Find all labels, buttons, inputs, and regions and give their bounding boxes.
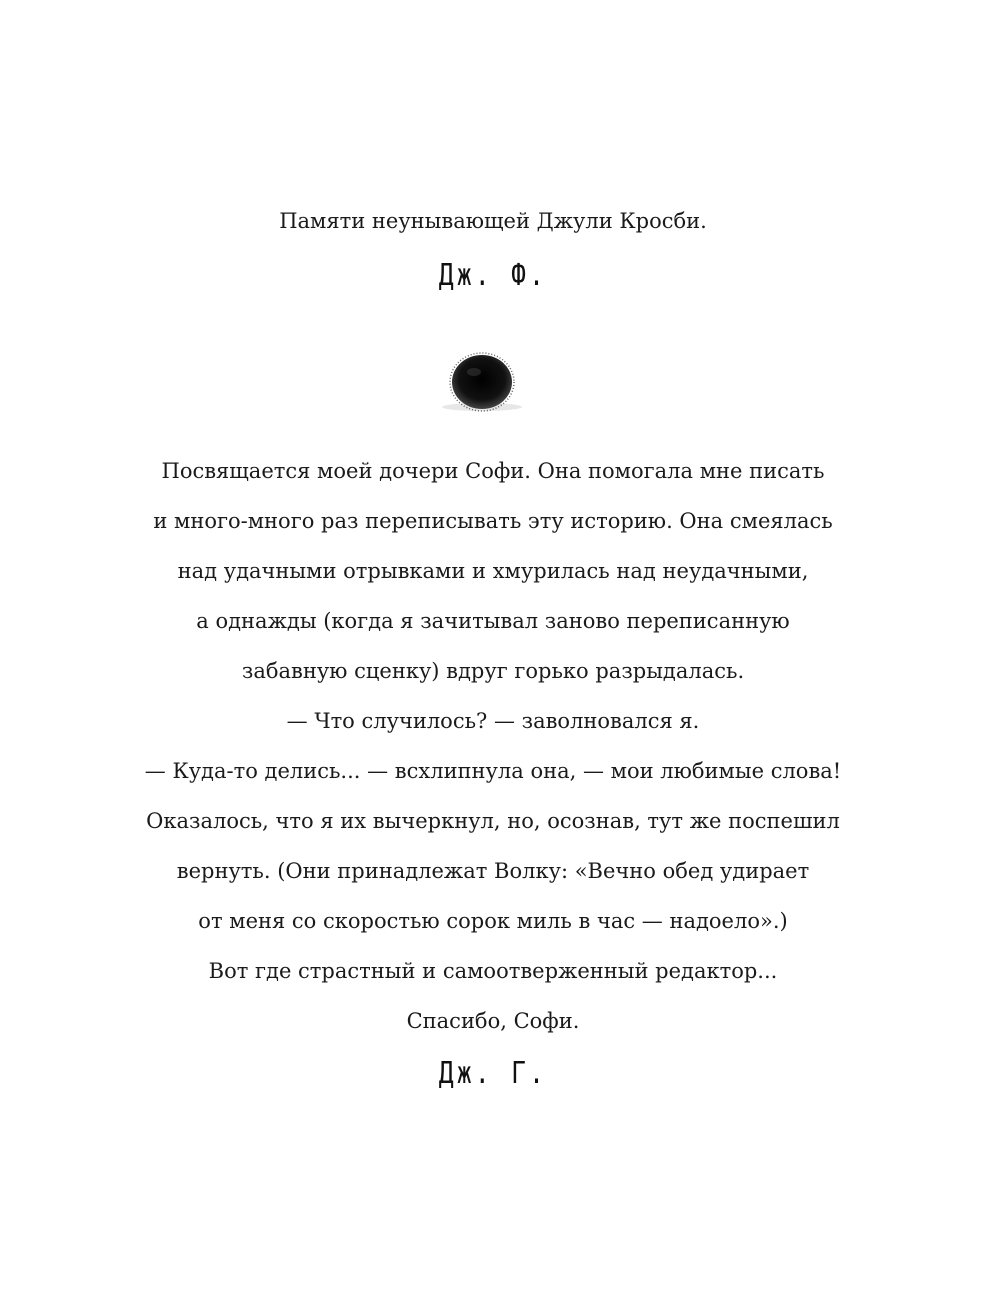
- dedication-line: вернуть. (Они принадлежат Волку: «Вечно обед удирает: [176, 859, 810, 883]
- ink-blot-icon: [436, 352, 526, 414]
- dedication-line: Вот где страстный и самоотверженный редактор...: [208, 959, 778, 983]
- dedication-line: над удачными отрывками и хмурилась над неудачными,: [177, 559, 809, 583]
- dedication-line: Посвящается моей дочери Софи. Она помогала мне писать: [161, 459, 825, 483]
- signature-2: Дж. Г.: [438, 1056, 548, 1091]
- dedication-line: от меня со скоростью сорок миль в час — надоело».): [198, 909, 788, 933]
- dedication-line: забавную сценку) вдруг горько разрыдалась.: [241, 659, 745, 683]
- dedication-line: Спасибо, Софи.: [406, 1009, 580, 1033]
- dedication-line: и много-много раз переписывать эту историю. Она смеялась: [153, 509, 833, 533]
- dedication-line: — Что случилось? — заволновался я.: [286, 709, 700, 733]
- dedication-line: Оказалось, что я их вычеркнул, но, осознав, тут же поспешил: [146, 809, 840, 833]
- dedication-line: а однажды (когда я зачитывал заново переписанную: [196, 609, 790, 633]
- signature-1: Дж. Ф.: [438, 258, 548, 293]
- dedication-line: — Куда-то делись... — всхлипнула она, — мои любимые слова!: [144, 759, 842, 783]
- dedication-text-1: Памяти неунывающей Джули Кросби.: [279, 209, 707, 233]
